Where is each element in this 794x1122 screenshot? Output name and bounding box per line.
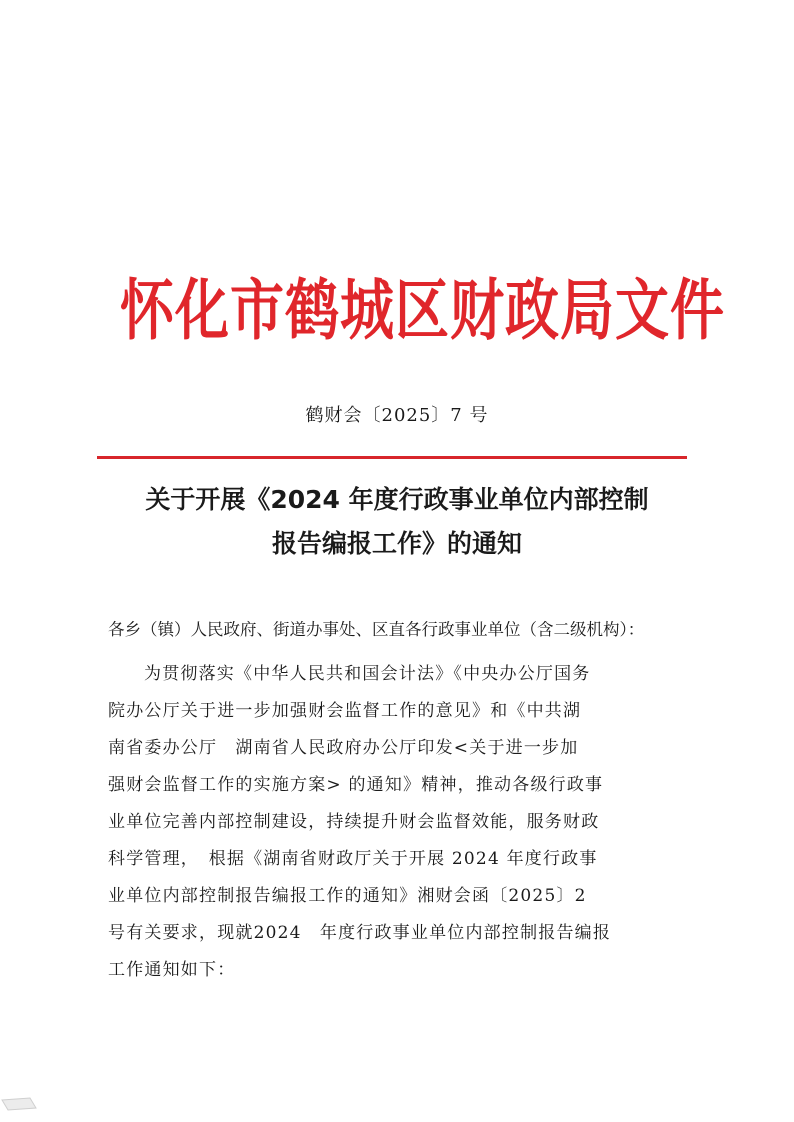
body-line: 为贯彻落实《中华人民共和国会计法》《中央办公厅国务 (144, 664, 591, 684)
red-separator-line (97, 456, 687, 459)
body-line: 院办公厅关于进一步加强财会监督工作的意见》和《中共湖 (108, 701, 582, 721)
body-line: 业单位完善内部控制建设，持续提升财会监督效能，服务财政 (108, 812, 600, 832)
body-line: 工作通知如下： (108, 960, 236, 980)
agency-header-title: 怀化市鹤城区财政局文件 (120, 271, 725, 349)
title-line-1: 关于开展《2024 年度行政事业单位内部控制 (145, 485, 649, 514)
scan-artifact-mark (0, 1096, 40, 1112)
document-title (70, 478, 724, 566)
body-line: 业单位内部控制报告编报工作的通知》湘财会函〔2025〕2 (108, 886, 587, 906)
body-line: 号有关要求，现就2024 年度行政事业单位内部控制报告编报 (108, 923, 612, 943)
body-paragraph (108, 656, 708, 989)
addressee-line: 各乡（镇）人民政府、街道办事处、区直各行政事业单位（含二级机构）： (108, 620, 645, 639)
document-number: 鹤财会〔2025〕7 号 (305, 405, 489, 426)
title-line-2: 报告编报工作》的通知 (271, 529, 522, 558)
body-line: 南省委办公厅 湖南省人民政府办公厅印发<关于进一步加 (108, 738, 579, 758)
body-line: 强财会监督工作的实施方案> 的通知》精神，推动各级行政事 (108, 775, 604, 795)
body-line: 科学管理， 根据《湖南省财政厅关于开展 2024 年度行政事 (108, 849, 598, 869)
